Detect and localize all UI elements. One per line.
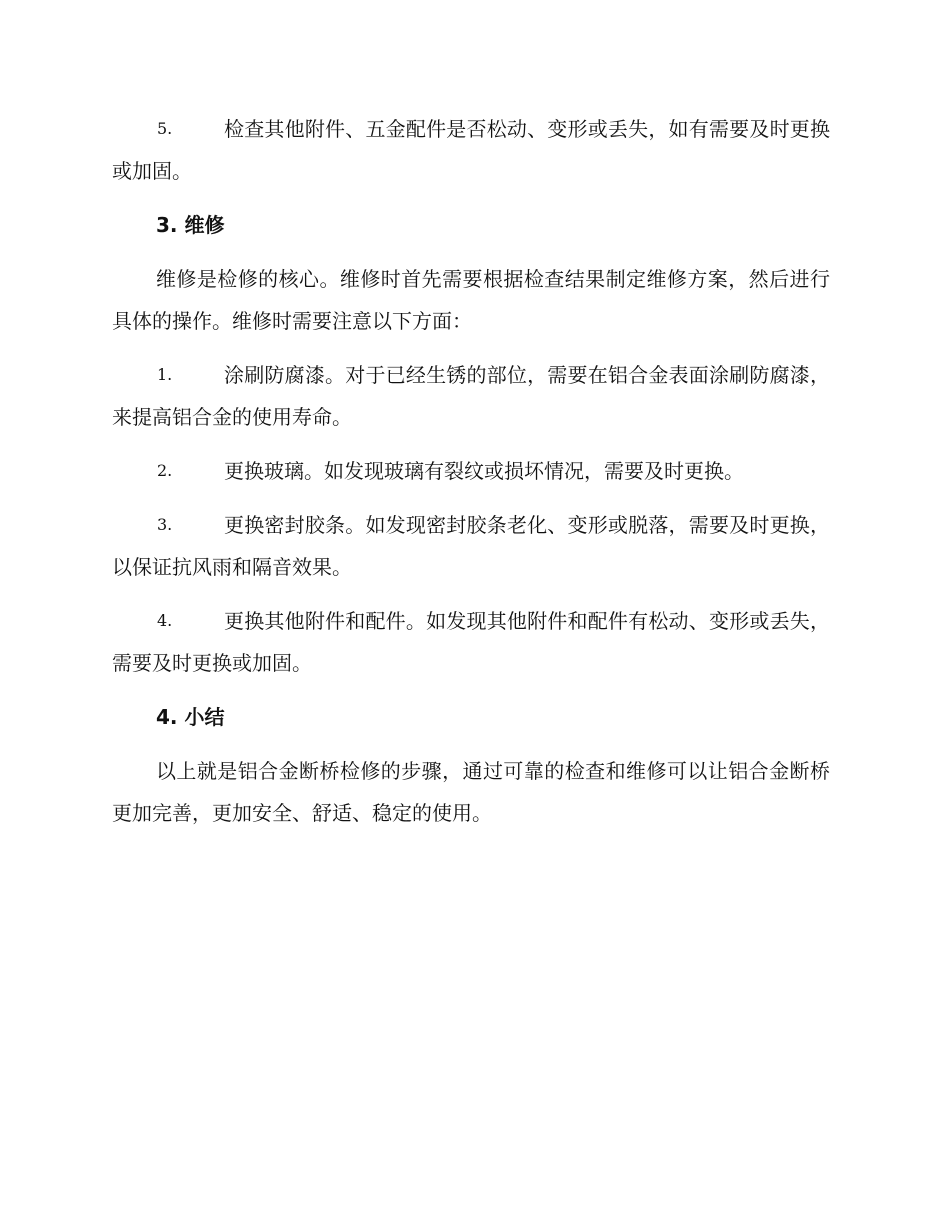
list-item-number: 3. xyxy=(157,515,173,534)
list-item-text: 涂刷防腐漆。对于已经生锈的部位，需要在铝合金表面涂刷防腐漆，来提高铝合金的使用寿命。 xyxy=(112,363,830,429)
summary-paragraph: 以上就是铝合金断桥检修的步骤，通过可靠的检查和维修可以让铝合金断桥更加完善，更加安全、舒适、稳定的使用。 xyxy=(112,759,830,825)
list-item-text: 更换玻璃。如发现玻璃有裂纹或损坏情况，需要及时更换。 xyxy=(224,459,744,483)
list-item-number: 4. xyxy=(157,611,173,630)
document-content xyxy=(112,108,830,846)
section-intro-paragraph: 维修是检修的核心。维修时首先需要根据检查结果制定维修方案，然后进行具体的操作。维修时需要注意以下方面： xyxy=(112,267,830,333)
list-item-5 xyxy=(112,108,830,192)
list-item-text: 更换其他附件和配件。如发现其他附件和配件有松动、变形或丢失，需要及时更换或加固。 xyxy=(112,609,830,675)
section-heading-summary: 4. 小结 xyxy=(156,705,225,729)
list-item-text: 检查其他附件、五金配件是否松动、变形或丢失，如有需要及时更换或加固。 xyxy=(112,117,830,183)
list-item-number: 5. xyxy=(157,119,173,138)
list-item-text: 更换密封胶条。如发现密封胶条老化、变形或脱落，需要及时更换，以保证抗风雨和隔音效果。 xyxy=(112,513,830,579)
list-item-1 xyxy=(112,354,830,438)
list-item-number: 2. xyxy=(157,461,173,480)
list-item-number: 1. xyxy=(157,365,173,384)
list-item-3 xyxy=(112,504,830,588)
section-heading-maintenance: 3. 维修 xyxy=(156,213,225,237)
list-item-4 xyxy=(112,600,830,684)
list-item-2 xyxy=(112,450,830,492)
